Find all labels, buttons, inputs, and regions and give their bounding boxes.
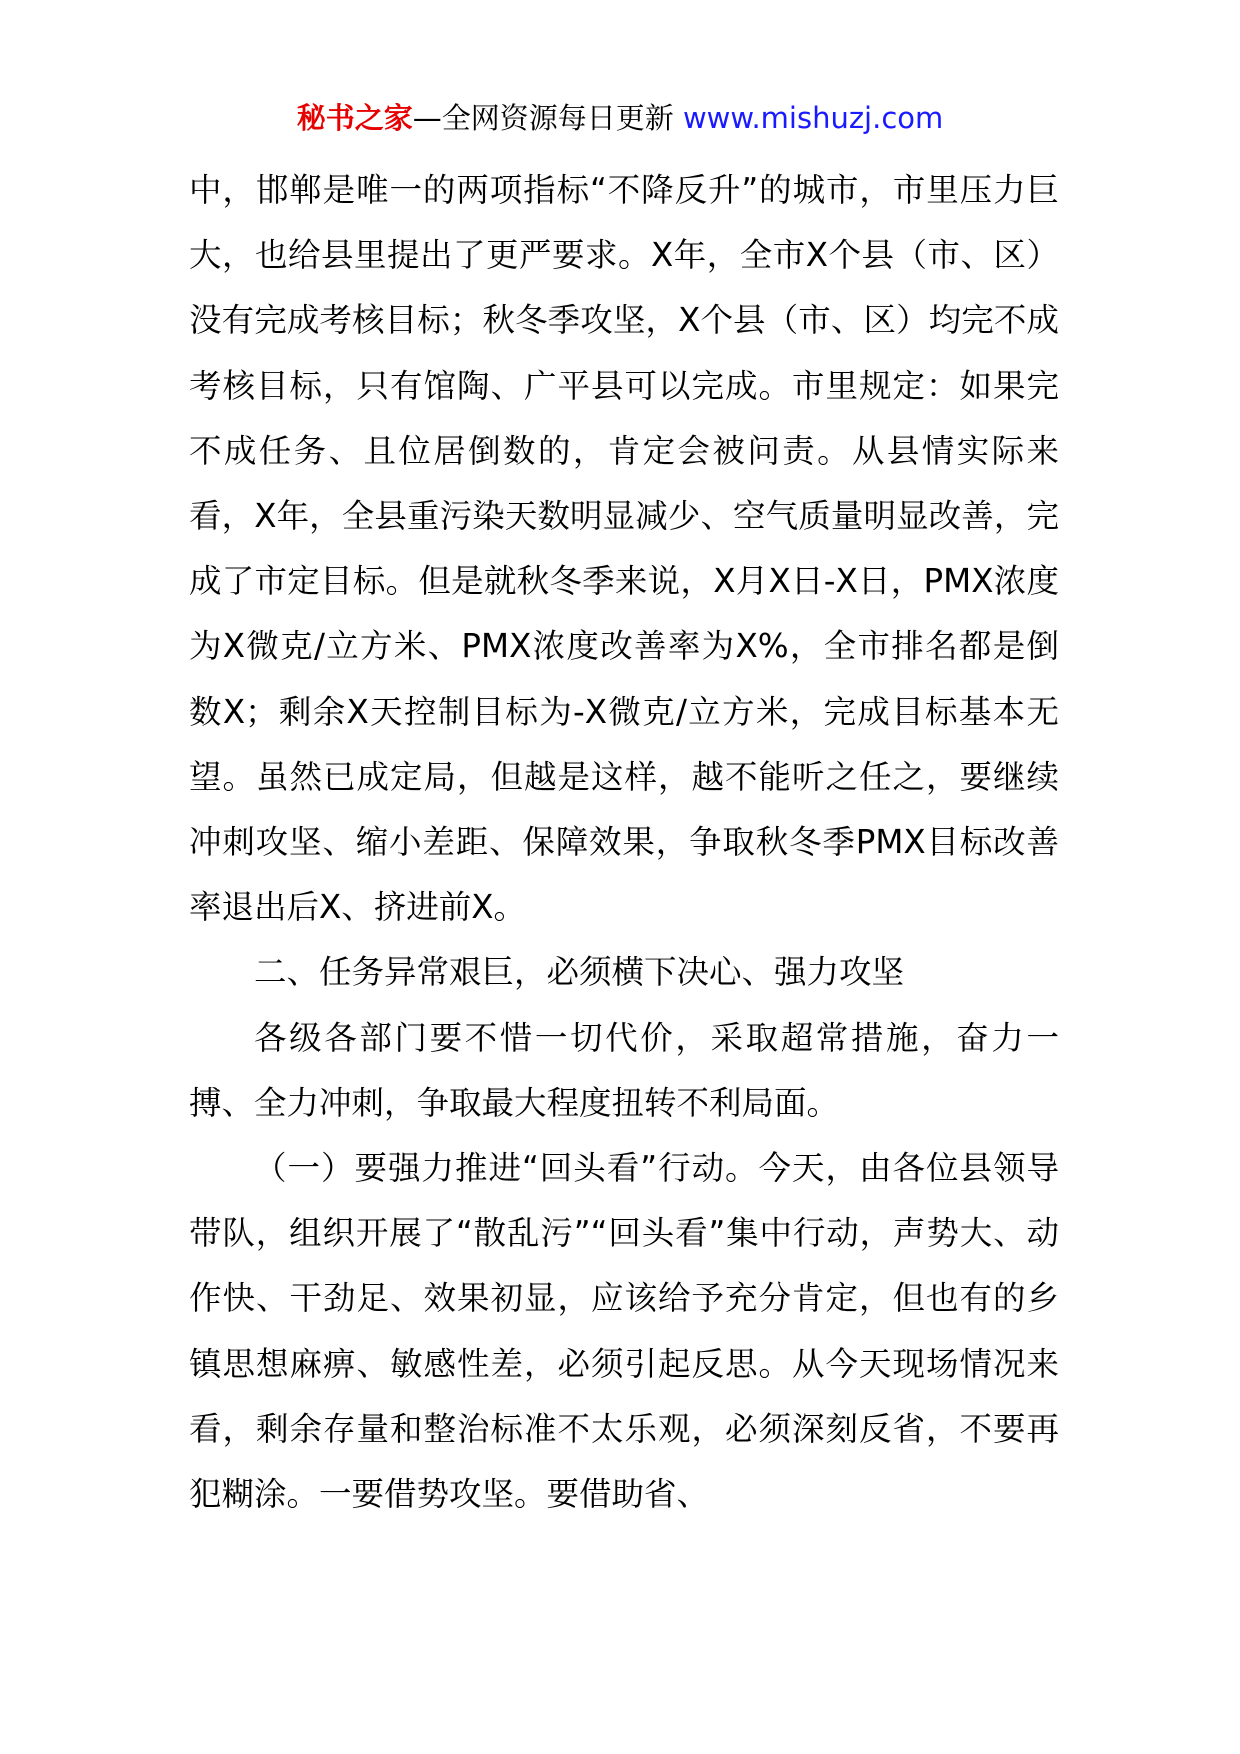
section-heading: 二、任务异常艰巨，必须横下决心、强力攻坚 [254, 953, 905, 992]
site-header [0, 98, 1240, 138]
header-tagline: —全网资源每日更新 [412, 101, 674, 135]
brand-name: 秘书之家 [296, 101, 413, 135]
paragraph: （一）要强力推进“回头看”行动。今天，由各位县领导带队，组织开展了“散乱污”“回头看”集中行动，声势大、动作快、干劲足、效果初显，应该给予充分肯定，但也有的乡镇思想麻痹、敏感性差，必须引起反思。从今天现场情况来看，剩余存量和整治标准不太乐观，必须深刻反省，不要再犯糊涂。一要借势攻坚。要借助省、 [189, 1149, 1059, 1514]
site-url-link[interactable]: www.mishuzj.com [682, 101, 944, 135]
paragraph: 各级各部门要不惜一切代价，采取超常措施，奋力一搏、全力冲刺，争取最大程度扭转不利局面。 [189, 1018, 1059, 1122]
document-body [189, 158, 1059, 1527]
paragraph-continuation: 中，邯郸是唯一的两项指标“不降反升”的城市，市里压力巨大，也给县里提出了更严要求。X年，全市X个县（市、区）没有完成考核目标；秋冬季攻坚，X个县（市、区）均完不成考核目标，只有馆陶、广平县可以完成。市里规定：如果完不成任务、且位居倒数的，肯定会被问责。从县情实际来看，X年，全县重污染天数明显减少、空气质量明显改善，完成了市定目标。但是就秋冬季来说，X月X日-X日，PMX浓度为X微克/立方米、PMX浓度改善率为X%，全市排名都是倒数X；剩余X天控制目标为-X微克/立方米，完成目标基本无望。虽然已成定局，但越是这样，越不能听之任之，要继续冲刺攻坚、缩小差距、保障效果，争取秋冬季PMX目标改善率退出后X、挤进前X。 [189, 171, 1059, 927]
